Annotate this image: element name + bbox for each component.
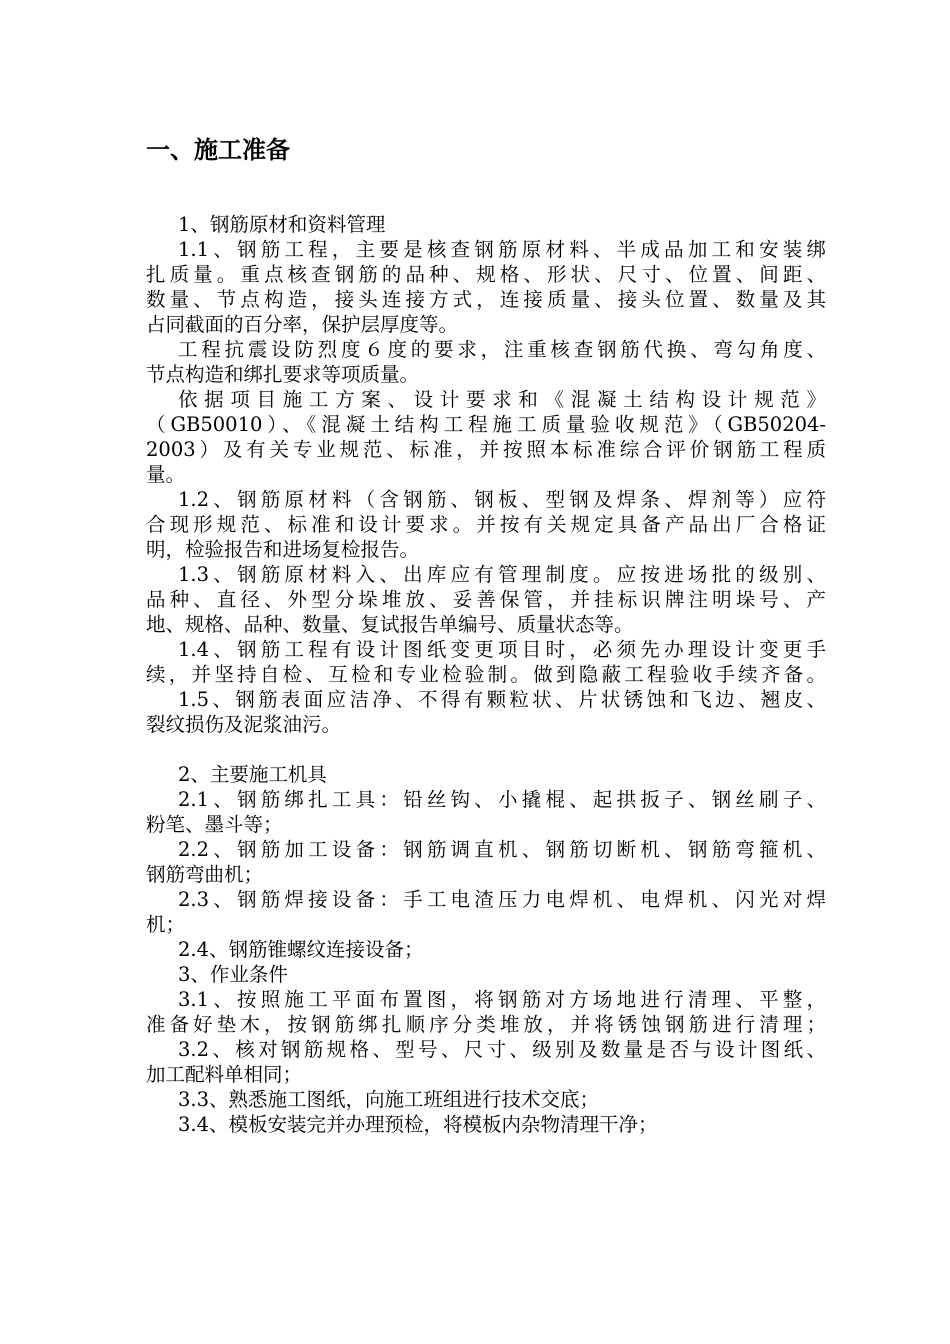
paragraph-line: （GB50010）、《混凝土结构工程施工质量验收规范》（GB50204-	[146, 413, 826, 436]
subsection-title: 3、作业条件	[178, 963, 288, 986]
paragraph-line: 续，并坚持自检、互检和专业检验制。做到隐蔽工程验收手续齐备。	[146, 663, 826, 686]
paragraph-line: 品种、直径、外型分垛堆放、妥善保管，并挂标识牌注明垛号、产	[146, 588, 826, 611]
paragraph-line: 3.3、熟悉施工图纸，向施工班组进行技术交底；	[178, 1088, 600, 1111]
blank-line	[146, 737, 826, 762]
paragraph-line: 机；	[146, 913, 186, 936]
paragraph-line: 明，检验报告和进场复检报告。	[146, 538, 420, 561]
paragraph-line: 地、规格、品种、数量、复试报告单编号、质量状态等。	[146, 613, 634, 636]
paragraph-line: 1.4、钢筋工程有设计图纸变更项目时，必须先办理设计变更手	[178, 638, 826, 661]
paragraph-line: 1.1、钢筋工程，主要是核查钢筋原材料、半成品加工和安装绑	[178, 238, 826, 261]
paragraph-line: 2.1、钢筋绑扎工具：铅丝钩、小撬棍、起拱扳子、钢丝刷子、	[178, 788, 826, 811]
paragraph-line: 3.4、模板安装完并办理预检，将模板内杂物清理干净；	[178, 1113, 658, 1136]
paragraph-line: 依据项目施工方案、设计要求和《混凝土结构设计规范》	[178, 388, 826, 411]
paragraph-line: 2.4、钢筋锥螺纹连接设备；	[178, 938, 424, 961]
document-body	[146, 212, 826, 1137]
paragraph-line: 2.2、钢筋加工设备：钢筋调直机、钢筋切断机、钢筋弯箍机、	[178, 838, 826, 861]
paragraph-line: 合现形规范、标准和设计要求。并按有关规定具备产品出厂合格证	[146, 513, 826, 536]
paragraph-line: 数量、节点构造，接头连接方式，连接质量、接头位置、数量及其	[146, 288, 826, 311]
paragraph-line: 2003）及有关专业规范、标准，并按照本标准综合评价钢筋工程质	[146, 438, 826, 461]
paragraph-line: 节点构造和绑扎要求等项质量。	[146, 363, 420, 386]
paragraph-line: 裂纹损伤及泥浆油污。	[146, 713, 342, 736]
paragraph-line: 1.3、钢筋原材料入、出库应有管理制度。应按进场批的级别、	[178, 563, 826, 586]
subsection-title: 1、钢筋原材和资料管理	[178, 213, 386, 236]
paragraph-line: 3.1、按照施工平面布置图，将钢筋对方场地进行清理、平整，	[178, 988, 826, 1011]
paragraph-line: 准备好垫木，按钢筋绑扎顺序分类堆放，并将锈蚀钢筋进行清理；	[146, 1013, 826, 1036]
paragraph-line: 扎质量。重点核查钢筋的品种、规格、形状、尺寸、位置、间距、	[146, 263, 826, 286]
paragraph-line: 加工配料单相同；	[146, 1063, 303, 1086]
section-heading: 一、施工准备	[146, 136, 290, 164]
paragraph-line: 量。	[146, 463, 186, 486]
paragraph-line: 粉笔、墨斗等；	[146, 813, 283, 836]
paragraph-line: 工程抗震设防烈度６度的要求，注重核查钢筋代换、弯勾角度、	[178, 338, 826, 361]
paragraph-line: 占同截面的百分率，保护层厚度等。	[146, 313, 459, 336]
subsection-title: 2、主要施工机具	[178, 763, 327, 786]
paragraph-line: 1.2、钢筋原材料（含钢筋、钢板、型钢及焊条、焊剂等）应符	[178, 488, 826, 511]
paragraph-line: 1.5、钢筋表面应洁净、不得有颗粒状、片状锈蚀和飞边、翘皮、	[178, 688, 826, 711]
paragraph-line: 钢筋弯曲机；	[146, 863, 264, 886]
paragraph-line: 3.2、核对钢筋规格、型号、尺寸、级别及数量是否与设计图纸、	[178, 1038, 826, 1061]
paragraph-line: 2.3、钢筋焊接设备：手工电渣压力电焊机、电焊机、闪光对焊	[178, 888, 826, 911]
